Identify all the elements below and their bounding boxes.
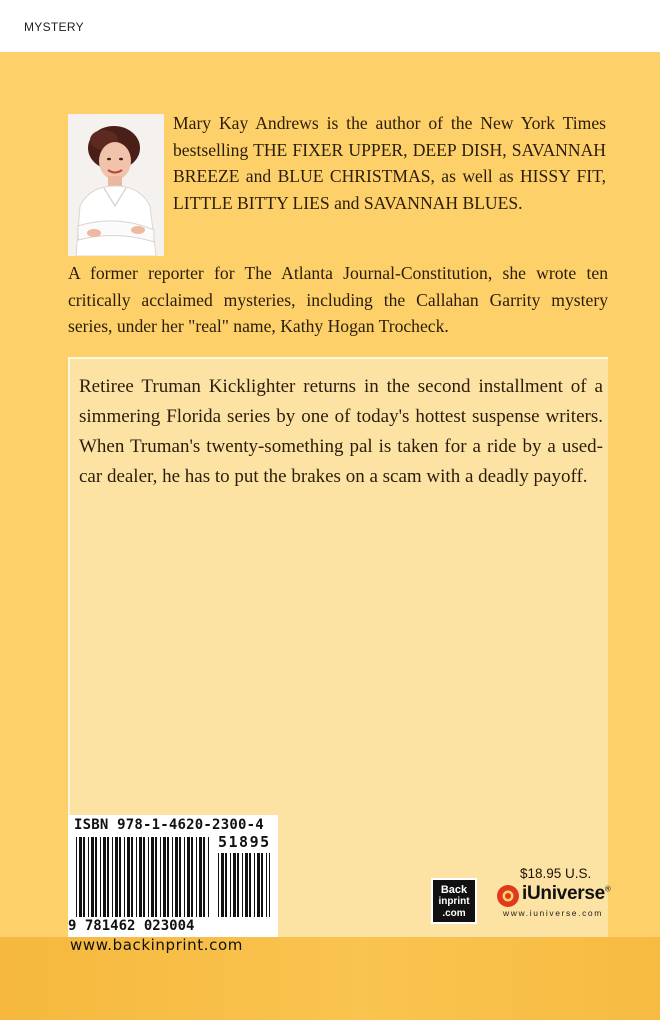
- iuniverse-logo-icon: [496, 884, 520, 908]
- ean-barcode-bars: [76, 837, 211, 917]
- book-blurb: Retiree Truman Kicklighter returns in the second installment of a simmering Florida series by one of today's hottest suspense writers. When Truman's twenty-something pal is taken for a ride by a used-car dealer, he has to put the brakes on a scam with a deadly payoff.: [79, 376, 603, 487]
- ean-digits: 9 781462 023004: [68, 918, 195, 934]
- backinprint-url[interactable]: www.backinprint.com: [70, 936, 243, 954]
- backinprint-logo: [431, 878, 477, 924]
- author-photo: [68, 114, 164, 256]
- publisher-url[interactable]: www.iuniverse.com: [503, 908, 603, 918]
- isbn-label: ISBN 978-1-4620-2300-4: [74, 817, 264, 833]
- genre-label: MYSTERY: [24, 20, 84, 34]
- publisher-name-text: iUniverse: [522, 883, 605, 904]
- book-price: $18.95 U.S.: [520, 866, 592, 881]
- top-white-strip: [0, 0, 660, 52]
- backinprint-logo-line-3: .com: [442, 908, 466, 919]
- author-bio-paragraph-2: A former reporter for The Atlanta Journal-Constitution, she wrote ten critically acclaimed mysteries, including the Callahan Garrity mystery series, under her "real" name, Kathy Hogan Trocheck.: [68, 263, 608, 336]
- backinprint-logo-line-2: inprint: [438, 896, 470, 907]
- addon-barcode-bars: [218, 853, 270, 917]
- backinprint-logo-line-1: Back: [440, 884, 468, 896]
- author-bio-paragraph-1: Mary Kay Andrews is the author of the New York Times bestselling THE FIXER UPPER, DEEP DISH, SAVANNAH BREEZE and BLUE CHRISTMAS, as well as HISSY FIT, LITTLE BITTY LIES and SAVANNAH BLUES.: [173, 113, 606, 213]
- price-code: 51895: [218, 833, 271, 851]
- publisher-name: [522, 883, 610, 905]
- publisher-trademark: ®: [604, 884, 611, 894]
- isbn-barcode: [68, 815, 278, 937]
